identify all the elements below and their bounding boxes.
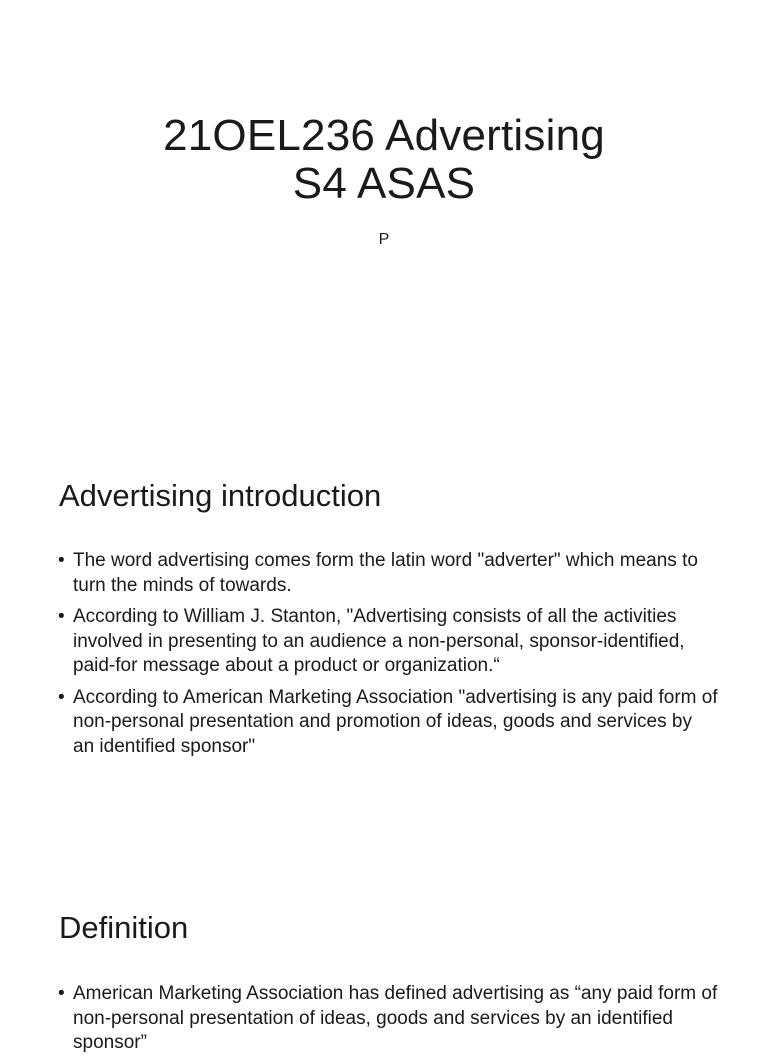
bullet-icon: • <box>58 686 65 708</box>
bullet-text: The word advertising comes form the latin word "adverter" which means to turn the minds of towards. <box>73 550 698 596</box>
bullet-text: According to American Marketing Association "advertising is any paid form of non-personal presentation and promotion of ideas, goods and services by an identified sponsor" <box>73 686 718 757</box>
bullet-icon: • <box>58 983 65 1004</box>
bullet-text: According to William J. Stanton, "Advertising consists of all the activities involved in presenting to an audience a non-personal, sponsor-identified, paid-for message about a product or organization.“ <box>73 606 685 676</box>
bullet-item <box>58 982 718 1056</box>
bullet-icon: • <box>58 606 65 627</box>
course-title <box>0 112 768 208</box>
slide-heading: Definition <box>59 910 189 945</box>
bullet-icon: • <box>58 550 65 571</box>
introduction-slide <box>0 432 768 864</box>
bullet-item <box>58 549 718 598</box>
bullet-item <box>58 605 718 679</box>
slide-heading: Advertising introduction <box>59 478 382 513</box>
bullet-list <box>58 982 718 1063</box>
title-slide <box>0 0 768 432</box>
definition-slide <box>0 864 768 1053</box>
course-title-line-1: 21OEL236 Advertising <box>163 111 605 160</box>
bullet-item <box>58 686 718 760</box>
slide-subtitle: P <box>378 231 390 248</box>
bullet-text: American Marketing Association has defined advertising as “any paid form of non-personal presentation of ideas, goods and services by an identified sponsor” <box>73 983 718 1053</box>
bullet-list <box>58 549 718 766</box>
course-title-line-2: S4 ASAS <box>292 159 476 208</box>
